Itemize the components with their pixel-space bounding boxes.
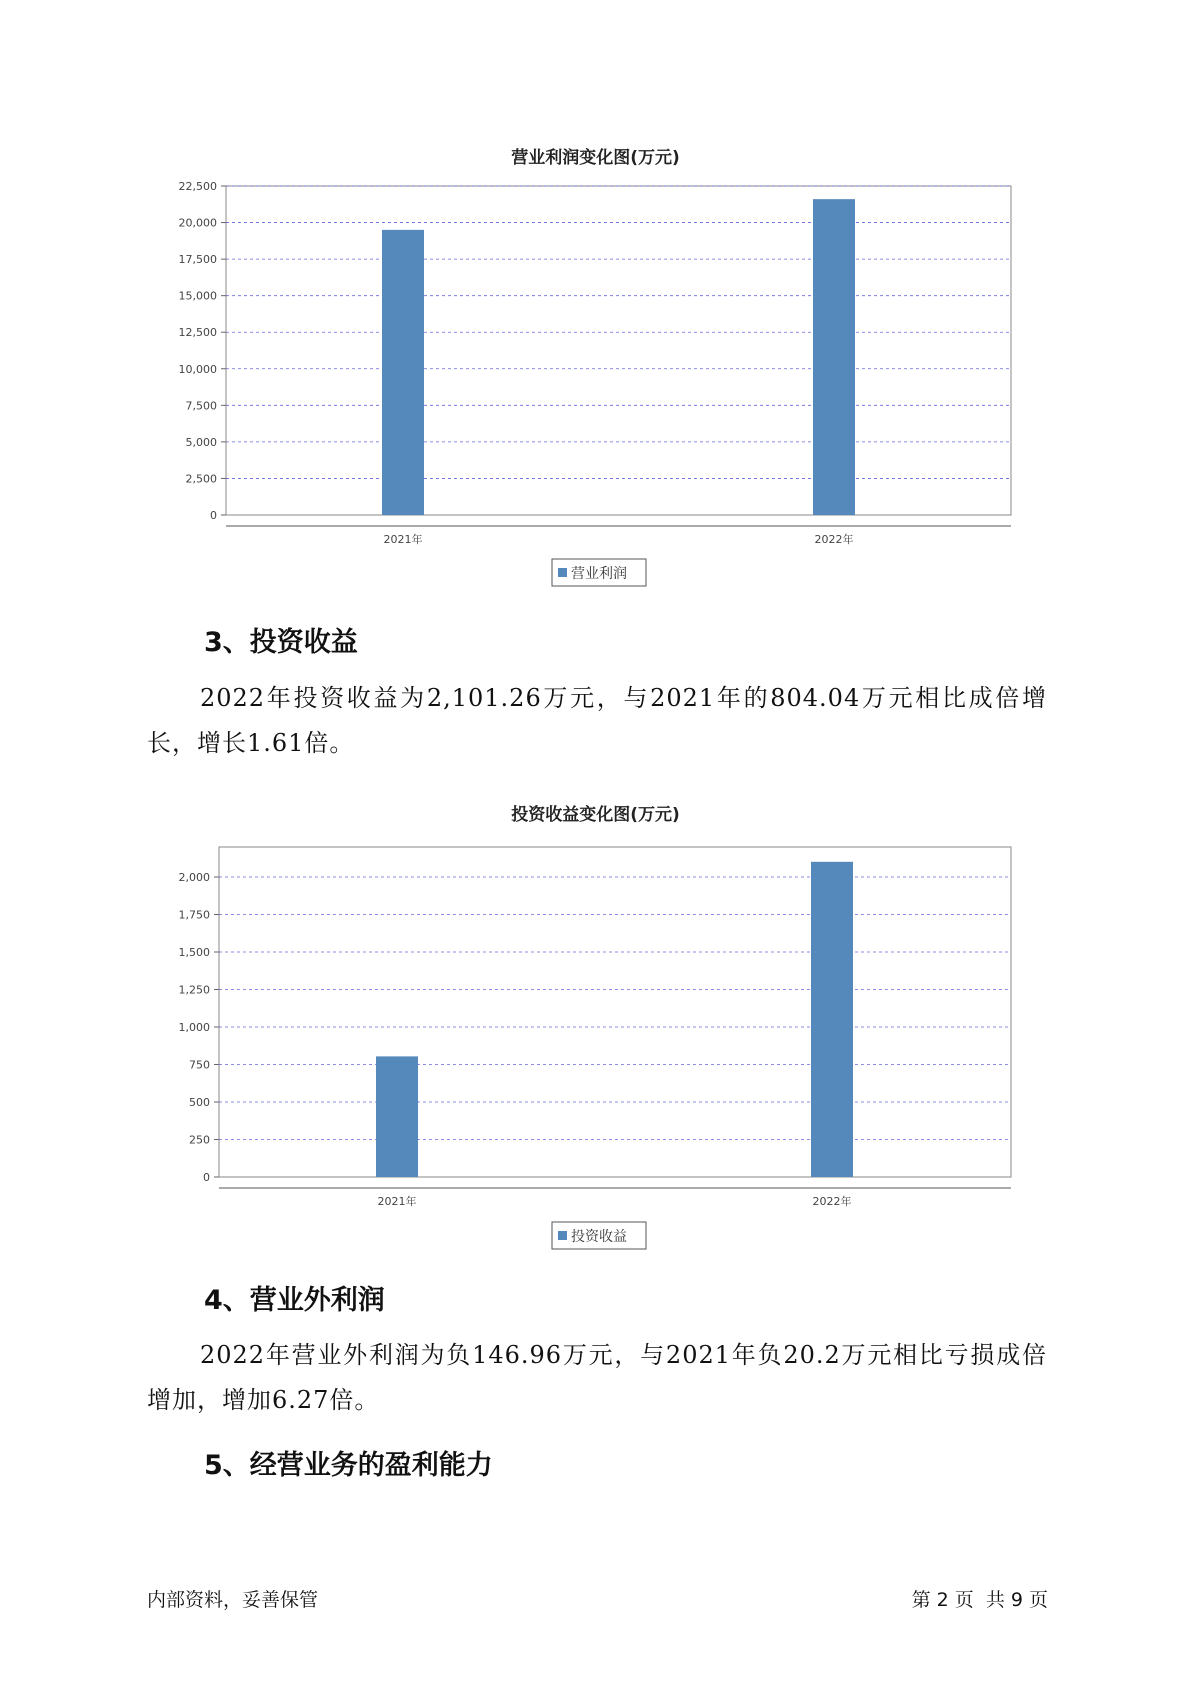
plot-area	[219, 847, 1011, 1177]
y-tick-label: 5,000	[185, 435, 217, 449]
y-tick-label: 2,000	[178, 871, 210, 884]
y-tick-label: 7,500	[185, 399, 217, 413]
y-tick-label: 10,000	[178, 362, 217, 376]
y-tick-label: 0	[203, 1171, 210, 1184]
y-tick-label: 1,750	[178, 908, 210, 922]
legend-swatch	[558, 1231, 567, 1240]
paragraph-investment-income: 2022年投资收益为2,101.26万元，与2021年的804.04万元相比成倍增长，增长1.61倍。	[147, 684, 1047, 757]
y-tick-label: 17,500	[178, 253, 217, 267]
legend	[552, 559, 646, 586]
x-tick-label: 2022年	[812, 1195, 852, 1208]
chart-title-investment-income: 投资收益变化图(万元)	[511, 805, 680, 825]
plot-area	[226, 186, 1011, 515]
legend	[552, 1222, 646, 1249]
y-tick-label: 500	[189, 1096, 210, 1109]
y-tick-label: 750	[189, 1058, 210, 1072]
legend-swatch	[558, 568, 567, 577]
investment-income-chart	[0, 820, 1191, 1260]
y-tick-label: 1,000	[178, 1021, 210, 1034]
x-tick-label: 2022年	[814, 533, 854, 546]
bar	[813, 199, 855, 515]
y-tick-label: 12,500	[178, 326, 217, 340]
y-tick-label: 22,500	[178, 180, 217, 193]
legend-label: 投资收益	[571, 1229, 627, 1245]
operating-profit-chart	[0, 160, 1191, 600]
y-tick-label: 1,250	[178, 983, 210, 997]
section-heading-business-profitability: 5、经营业务的盈利能力	[204, 1450, 493, 1481]
chart-title-operating-profit: 营业利润变化图(万元)	[511, 148, 680, 168]
footer-confidential-note: 内部资料，妥善保管	[147, 1589, 319, 1611]
bar	[811, 862, 853, 1177]
y-tick-label: 0	[210, 509, 217, 522]
bar	[382, 230, 424, 515]
y-tick-label: 1,500	[178, 946, 210, 959]
y-tick-label: 2,500	[185, 472, 217, 486]
paragraph-non-operating-profit: 2022年营业外利润为负146.96万元，与2021年负20.2万元相比亏损成倍增加，增加6.27倍。	[147, 1341, 1047, 1414]
y-tick-label: 15,000	[178, 289, 217, 303]
footer-page-number: 第 2 页 共 9 页	[911, 1589, 1048, 1611]
bar	[376, 1056, 418, 1177]
x-tick-label: 2021年	[377, 1195, 417, 1208]
x-tick-label: 2021年	[383, 533, 423, 546]
section-heading-non-operating-profit: 4、营业外利润	[204, 1285, 385, 1316]
legend-label: 营业利润	[571, 566, 627, 582]
y-tick-label: 20,000	[178, 216, 217, 230]
section-heading-investment-income: 3、投资收益	[204, 627, 358, 658]
y-tick-label: 250	[189, 1133, 210, 1147]
